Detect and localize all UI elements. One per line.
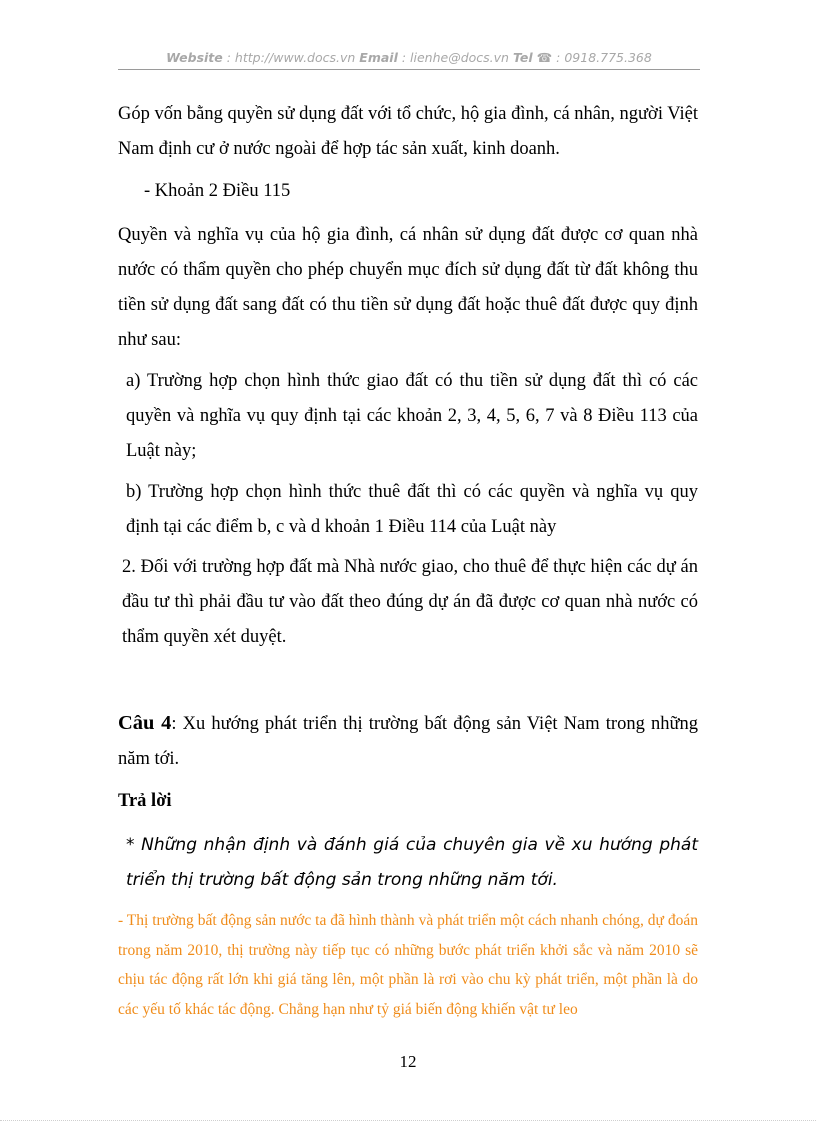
paragraph-item-a: a) Trường hợp chọn hình thức giao đất có thu tiền sử dụng đất thì có các quyền và nghĩa vụ quy định tại các khoản 2, 3, 4, 5, 6, 7 và 8 Điều 113 của Luật này; bbox=[126, 371, 698, 461]
answer-heading: Trả lời bbox=[118, 791, 172, 811]
page-number: 12 bbox=[399, 1052, 417, 1071]
paragraph-item-b: b) Trường hợp chọn hình thức thuê đất thì có các quyền và nghĩa vụ quy định tại các điểm b, c và d khoản 1 Điều 114 của Luật này bbox=[126, 482, 698, 537]
answer-intro: * Những nhận định và đánh giá của chuyên gia về xu hướng phát triển thị trường bất động sản trong những năm tới. bbox=[126, 835, 698, 890]
answer-highlight-paragraph: - Thị trường bất động sản nước ta đã hình thành và phát triển một cách nhanh chóng, dự đoán trong năm 2010, thị trường này tiếp tục có những bước phát triển khởi sắc và năm 2010 sẽ chịu tác động rất lớn khi giá tăng lên, một phần là rơi vào chu kỳ phát triển, một phần là do các yếu tố khác tác động. Chẳng hạn như tỷ giá biến động khiến vật tư leo bbox=[118, 912, 698, 1018]
question-4 bbox=[118, 706, 698, 777]
header-website-value: : http://www.docs.vn bbox=[222, 50, 360, 65]
header-tel-label: Tel bbox=[512, 50, 533, 65]
page-header bbox=[118, 50, 700, 65]
paragraph-rights-obligations: Quyền và nghĩa vụ của hộ gia đình, cá nhân sử dụng đất được cơ quan nhà nước có thẩm quyền cho phép chuyển mục đích sử dụng đất từ đất không thu tiền sử dụng đất sang đất có thu tiền sử dụng đất hoặc thuê đất được quy định như sau: bbox=[118, 225, 698, 350]
header-email-label: Email bbox=[359, 50, 398, 65]
page-bottom-edge bbox=[0, 1120, 816, 1121]
header-tel-value: ☎ : 0918.775.368 bbox=[532, 50, 652, 65]
header-website-label: Website bbox=[166, 50, 223, 65]
paragraph-capital-contribution: Góp vốn bằng quyền sử dụng đất với tổ chức, hộ gia đình, cá nhân, người Việt Nam định cư ở nước ngoài để hợp tác sản xuất, kinh doanh. bbox=[118, 104, 698, 159]
paragraph-clause-heading: - Khoản 2 Điều 115 bbox=[144, 181, 291, 201]
header-email-value: : lienhe@docs.vn bbox=[397, 50, 513, 65]
question-text: : Xu hướng phát triển thị trường bất động sản Việt Nam trong những năm tới. bbox=[118, 714, 698, 769]
header-divider bbox=[118, 69, 700, 70]
question-label: Câu 4 bbox=[118, 712, 172, 734]
paragraph-item-2: 2. Đối với trường hợp đất mà Nhà nước giao, cho thuê để thực hiện các dự án đầu tư thì phải đầu tư vào đất theo đúng dự án đã được cơ quan nhà nước có thẩm quyền xét duyệt. bbox=[122, 557, 698, 647]
